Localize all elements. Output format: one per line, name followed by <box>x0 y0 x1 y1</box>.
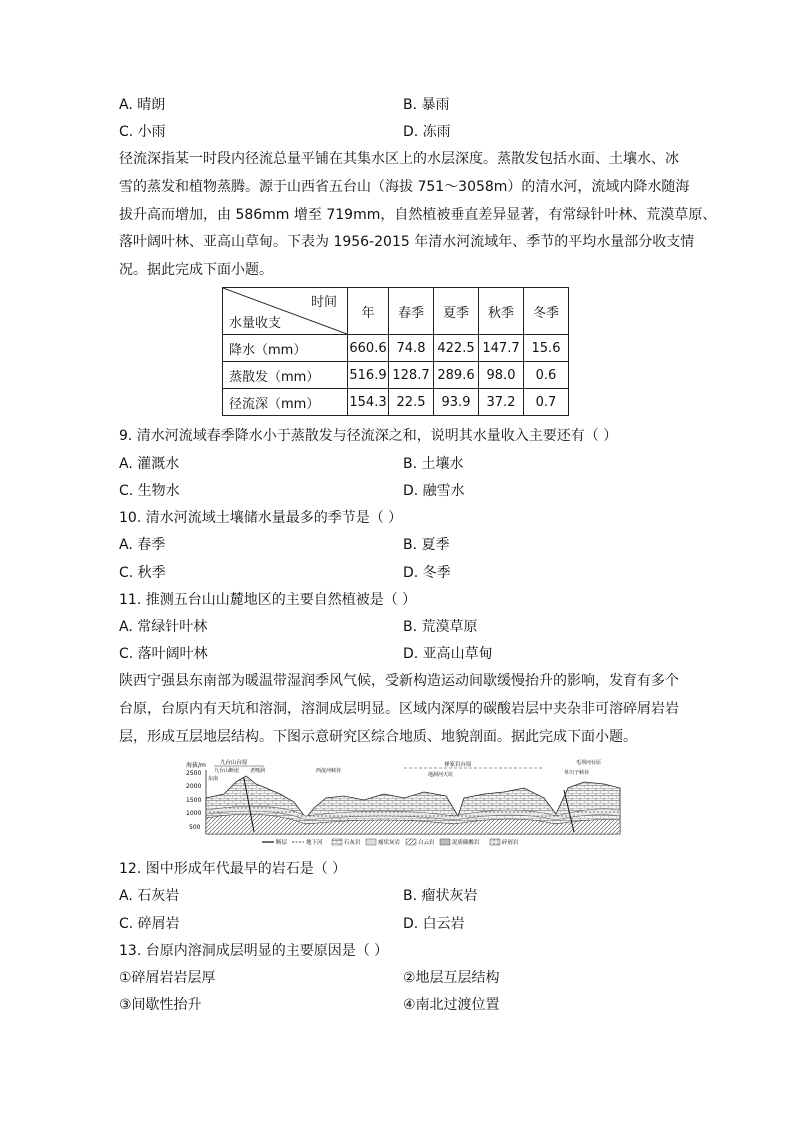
q10-option-b: B. 夏季 <box>403 537 450 553</box>
q8-option-c: C. 小雨 <box>119 124 166 140</box>
q8-option-d: D. 冻雨 <box>403 124 451 140</box>
legend-nodular-limestone: 瘤状灰岩 <box>378 840 401 846</box>
table-cell: 74.8 <box>389 335 434 362</box>
table-cell: 422.5 <box>434 335 479 362</box>
table-header: 春季 <box>389 288 434 335</box>
legend-dolomite-swatch <box>406 839 416 845</box>
label-maobahe-plateau: 毛坝河台原 <box>576 760 602 766</box>
q8-option-a: A. 晴朗 <box>119 97 166 113</box>
table-header: 年 <box>348 288 389 335</box>
passage2-line: 台原，台原内有天坑和溶洞，溶洞成层明显。区域内深厚的碳酸岩层中夹杂非可溶碎屑岩岩 <box>119 701 679 717</box>
passage2-line: 陕西宁强县东南部为暖温带湿润季风气候，受新构造运动间歇缓慢抬升的影响，发育有多个 <box>119 673 679 689</box>
q11-option-d: D. 亚高山草甸 <box>403 646 493 662</box>
q13-stem: 13. 台原内溶洞成层明显的主要原因是（ ） <box>119 943 389 959</box>
q9-option-b: B. 土壤水 <box>403 456 464 472</box>
row-label: 蒸散发（mm） <box>223 362 348 389</box>
q9-option-a: A. 灌溉水 <box>119 456 180 472</box>
legend-fault: 断层 <box>276 840 288 846</box>
legend-dolomite: 白云岩 <box>418 840 435 846</box>
label-southeast: 东南 <box>208 776 219 782</box>
table-cell: 147.7 <box>479 335 524 362</box>
y-tick: 1000 <box>186 810 202 817</box>
label-jiutaishan-plateau: 九台山台原 <box>220 760 248 766</box>
legend-nodular-swatch <box>366 839 376 845</box>
q13-option-1: ①碎屑岩岩层厚 <box>119 970 216 986</box>
q10-option-c: C. 秋季 <box>119 565 166 581</box>
table-cell: 660.6 <box>348 335 389 362</box>
table-cell: 0.6 <box>524 362 569 389</box>
label-laokadong: 老喀洞 <box>250 768 266 774</box>
row-label: 径流深（mm） <box>223 389 348 416</box>
table-cell: 128.7 <box>389 362 434 389</box>
q10-stem: 10. 清水河流域土壤储水量最多的季节是（ ） <box>119 510 403 526</box>
passage1-line: 拔升高而增加，由 586mm 增至 719mm，自然植被垂直差异显著，有常绿针叶林、荒漠草原、 <box>119 207 717 223</box>
passage1-line: 况。据此完成下面小题。 <box>119 262 273 278</box>
legend-underground-river: 地下河 <box>306 840 323 846</box>
label-chanjiayan-plateau: 禅家岩台原 <box>444 762 472 768</box>
q10-option-d: D. 冬季 <box>403 565 451 581</box>
table-cell: 289.6 <box>434 362 479 389</box>
y-axis-label: 海拔/m <box>186 762 206 769</box>
q12-option-c: C. 碎屑岩 <box>119 916 180 932</box>
y-tick: 2500 <box>186 770 202 777</box>
table-cell: 22.5 <box>389 389 434 416</box>
passage1-line: 落叶阔叶林、亚高山草甸。下表为 1956-2015 年清水河流域年、季节的平均水量部分收支情 <box>119 234 695 250</box>
legend-marl-swatch <box>440 839 450 845</box>
legend-clastic-rock: 碎屑岩 <box>502 840 519 846</box>
legend-argillaceous-carbonate: 泥质碳酸岩 <box>452 840 480 846</box>
table-header: 冬季 <box>524 288 569 335</box>
label-jiutaishan-cliff: 九台山断崖 <box>214 768 240 774</box>
q11-option-c: C. 落叶阔叶林 <box>119 646 208 662</box>
table-cell: 15.6 <box>524 335 569 362</box>
y-tick: 2000 <box>186 783 202 790</box>
q11-option-b: B. 荒漠草原 <box>403 619 478 635</box>
label-caochuanzi-gorge: 草川子峡谷 <box>564 770 590 776</box>
q9-option-c: C. 生物水 <box>119 483 180 499</box>
y-tick: 1500 <box>186 797 202 804</box>
y-tick: 500 <box>189 824 201 831</box>
table-header: 夏季 <box>434 288 479 335</box>
q11-stem: 11. 推测五台山山麓地区的主要自然植被是（ ） <box>119 592 417 608</box>
q13-option-4: ④南北过渡位置 <box>403 997 500 1013</box>
table-cell: 37.2 <box>479 389 524 416</box>
passage1-line: 雪的蒸发和植物蒸腾。源于山西省五台山（海拔 751～3058m）的清水河，流域内降水随海 <box>119 179 690 195</box>
corner-bottom-label: 水量收支 <box>229 316 282 331</box>
corner-top-label: 时间 <box>310 295 337 310</box>
table-cell: 516.9 <box>348 362 389 389</box>
passage1-line: 径流深指某一时段内径流总量平铺在其集水区上的水层深度。蒸散发包括水面、土壤水、冰 <box>119 151 679 167</box>
q9-option-d: D. 融雪水 <box>403 483 465 499</box>
q12-option-b: B. 瘤状灰岩 <box>403 888 478 904</box>
table-row <box>223 335 569 362</box>
q12-option-d: D. 白云岩 <box>403 916 465 932</box>
q12-option-a: A. 石灰岩 <box>119 888 180 904</box>
geology-profile-figure <box>184 758 624 850</box>
table-cell: 154.3 <box>348 389 389 416</box>
q8-option-b: B. 暴雨 <box>403 97 450 113</box>
table-header-row <box>223 288 569 335</box>
legend-limestone-swatch <box>332 839 342 845</box>
row-label: 降水（mm） <box>223 335 348 362</box>
label-xiliuhe-gorge: 西流河峡谷 <box>316 768 342 774</box>
table-header: 秋季 <box>479 288 524 335</box>
table-cell: 98.0 <box>479 362 524 389</box>
passage2-line: 层，形成互层地层结构。下图示意研究区综合地质、地貌剖面。据此完成下面小题。 <box>119 729 637 745</box>
label-didonghe-tiankeng: 地洞河天坑 <box>428 772 454 778</box>
table-cell: 93.9 <box>434 389 479 416</box>
table-row <box>223 362 569 389</box>
q12-stem: 12. 图中形成年代最早的岩石是（ ） <box>119 861 347 877</box>
table-cell: 0.7 <box>524 389 569 416</box>
q10-option-a: A. 春季 <box>119 537 166 553</box>
legend-limestone: 石灰岩 <box>344 840 361 846</box>
table-corner-cell <box>223 288 348 335</box>
q11-option-a: A. 常绿针叶林 <box>119 619 208 635</box>
q13-option-3: ③间歇性抬升 <box>119 997 202 1013</box>
table-row <box>223 389 569 416</box>
legend-clastic-swatch <box>490 839 500 845</box>
q9-stem: 9. 清水河流域春季降水小于蒸散发与径流深之和，说明其水量收入主要还有（ ） <box>119 428 618 444</box>
water-balance-table <box>222 287 569 416</box>
q13-option-2: ②地层互层结构 <box>403 970 500 986</box>
